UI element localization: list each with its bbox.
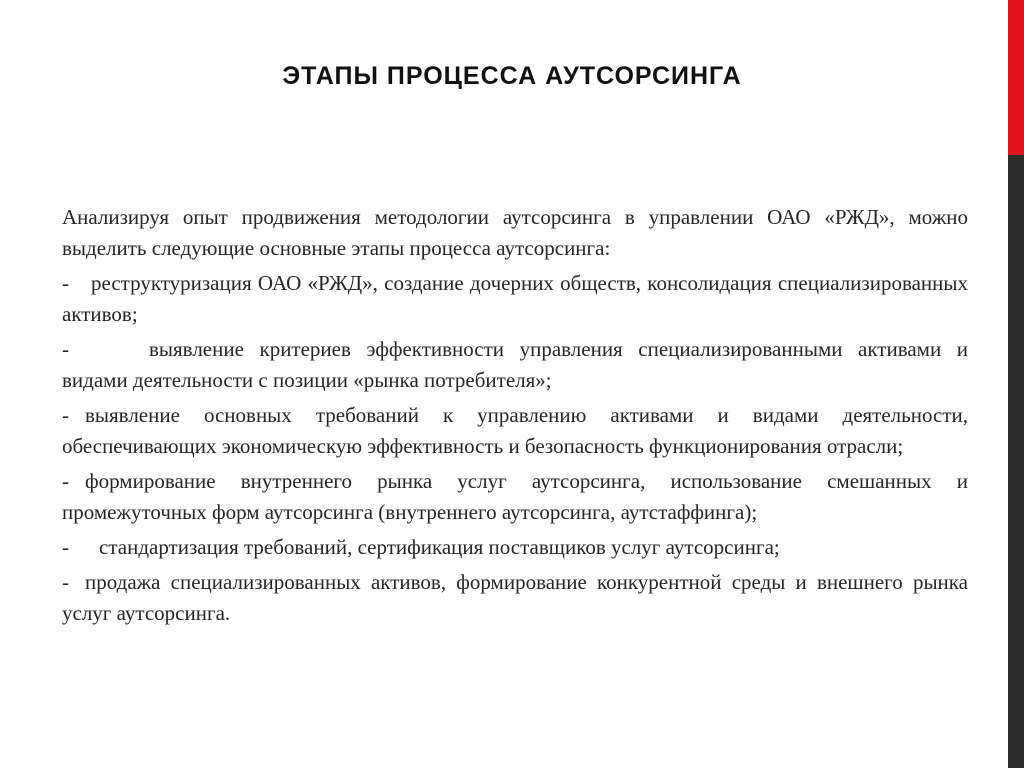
stage-text: формирование внутреннего рынка услуг аутсорсинга, использование смешанных и промежуточных форм аутсорсинга (внутреннего аутсорсинга, аутстаффинга); xyxy=(62,469,968,524)
stage-marker: - xyxy=(62,469,69,493)
stage-marker: - xyxy=(62,337,69,361)
stage-marker: - xyxy=(62,535,69,559)
stage-text: продажа специализированных активов, формирование конкурентной среды и внешнего рынка услуг аутсорсинга. xyxy=(62,570,968,625)
stage-text: выявление основных требований к управлению активами и видами деятельности, обеспечивающих экономическую эффективность и безопасность функционирования отрасли; xyxy=(62,403,968,458)
intro-paragraph: Анализируя опыт продвижения методологии аутсорсинга в управлении ОАО «РЖД», можно выделить следующие основные этапы процесса аутсорсинга: xyxy=(62,205,968,260)
slide-title: ЭТАПЫ ПРОЦЕССА АУТСОРСИНГА xyxy=(282,62,742,90)
stage-item xyxy=(62,532,968,563)
stage-item xyxy=(62,466,968,528)
slide-body xyxy=(62,202,968,629)
accent-bar-dark xyxy=(1008,155,1024,768)
stage-item xyxy=(62,268,968,330)
stage-item xyxy=(62,334,968,396)
stage-item xyxy=(62,400,968,462)
stage-text: выявление критериев эффективности управления специализированными активами и видами деятельности с позиции «рынка потребителя»; xyxy=(62,337,968,392)
stage-marker: - xyxy=(62,403,69,427)
stage-text: стандартизация требований, сертификация поставщиков услуг аутсорсинга; xyxy=(99,535,780,559)
stage-marker: - xyxy=(62,271,69,295)
stage-item xyxy=(62,567,968,629)
stage-text: реструктуризация ОАО «РЖД», создание дочерних обществ, консолидация специализированных активов; xyxy=(62,271,968,326)
stage-marker: - xyxy=(62,570,69,594)
